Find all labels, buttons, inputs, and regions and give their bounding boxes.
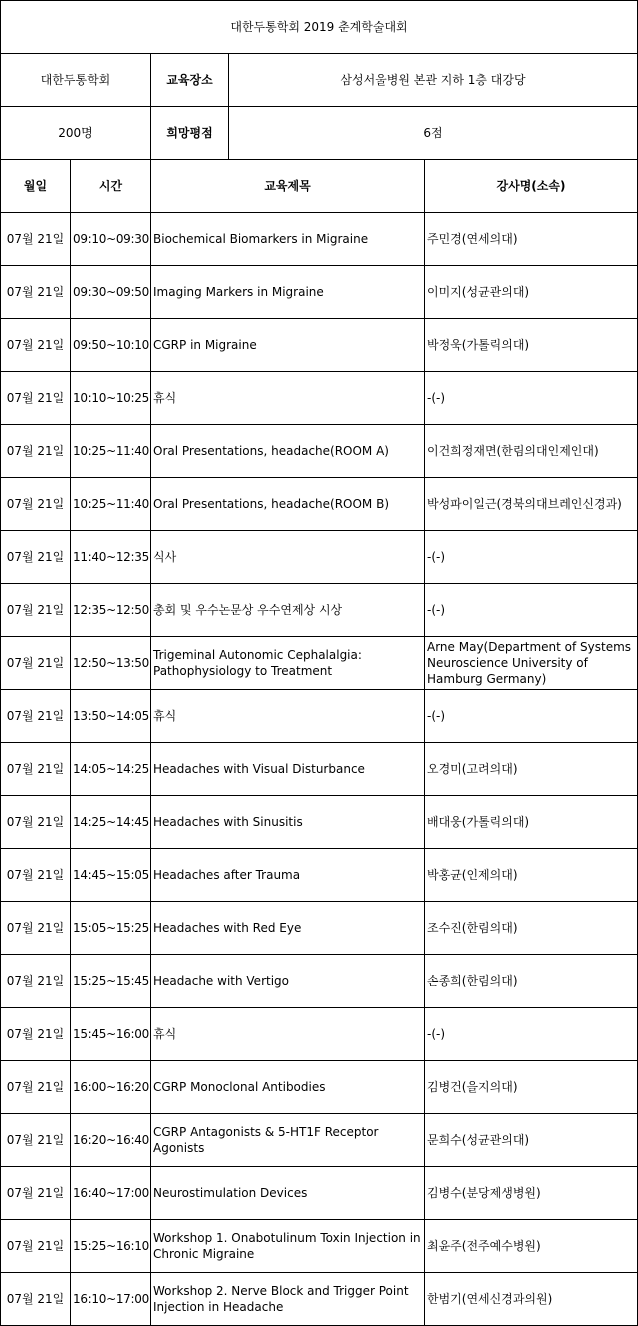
time-cell: 10:25~11:40 bbox=[71, 478, 151, 531]
time-cell: 10:10~10:25 bbox=[71, 372, 151, 425]
capacity-cell: 200명 bbox=[1, 107, 151, 160]
date-cell: 07월 21일 bbox=[1, 266, 71, 319]
lecturer-cell: 한범기(연세신경과의원) bbox=[425, 1273, 638, 1326]
subject-cell: Headache with Vertigo bbox=[151, 955, 425, 1008]
subject-cell: Headaches after Trauma bbox=[151, 849, 425, 902]
column-header-lecturer: 강사명(소속) bbox=[425, 160, 638, 213]
subject-cell: Oral Presentations, headache(ROOM A) bbox=[151, 425, 425, 478]
table-row bbox=[1, 1008, 638, 1061]
lecturer-cell: 오경미(고려의대) bbox=[425, 743, 638, 796]
lecturer-cell: 주민경(연세의대) bbox=[425, 213, 638, 266]
table-row bbox=[1, 319, 638, 372]
time-cell: 16:40~17:00 bbox=[71, 1167, 151, 1220]
subject-cell: CGRP Monoclonal Antibodies bbox=[151, 1061, 425, 1114]
table-row bbox=[1, 425, 638, 478]
time-cell: 12:35~12:50 bbox=[71, 584, 151, 637]
column-header-date: 월일 bbox=[1, 160, 71, 213]
date-cell: 07월 21일 bbox=[1, 1273, 71, 1326]
time-cell: 10:25~11:40 bbox=[71, 425, 151, 478]
subject-cell: 식사 bbox=[151, 531, 425, 584]
table-row bbox=[1, 478, 638, 531]
time-cell: 09:10~09:30 bbox=[71, 213, 151, 266]
subject-cell: Biochemical Biomarkers in Migraine bbox=[151, 213, 425, 266]
lecturer-cell: 조수진(한림의대) bbox=[425, 902, 638, 955]
date-cell: 07월 21일 bbox=[1, 372, 71, 425]
subject-cell: Headaches with Visual Disturbance bbox=[151, 743, 425, 796]
column-header-row bbox=[1, 160, 638, 213]
table-row bbox=[1, 902, 638, 955]
date-cell: 07월 21일 bbox=[1, 584, 71, 637]
subject-cell: 휴식 bbox=[151, 372, 425, 425]
time-cell: 16:10~17:00 bbox=[71, 1273, 151, 1326]
subject-cell: Headaches with Sinusitis bbox=[151, 796, 425, 849]
date-cell: 07월 21일 bbox=[1, 478, 71, 531]
time-cell: 14:25~14:45 bbox=[71, 796, 151, 849]
date-cell: 07월 21일 bbox=[1, 955, 71, 1008]
table-row bbox=[1, 1167, 638, 1220]
table-row bbox=[1, 849, 638, 902]
lecturer-cell: 김병건(을지의대) bbox=[425, 1061, 638, 1114]
date-cell: 07월 21일 bbox=[1, 1167, 71, 1220]
time-cell: 12:50~13:50 bbox=[71, 637, 151, 690]
lecturer-cell: 문희수(성균관의대) bbox=[425, 1114, 638, 1167]
subject-cell: Workshop 1. Onabotulinum Toxin Injection in Chronic Migraine bbox=[151, 1220, 425, 1273]
time-cell: 15:25~15:45 bbox=[71, 955, 151, 1008]
subject-cell: Headaches with Red Eye bbox=[151, 902, 425, 955]
lecturer-cell: 박성파이일근(경북의대브레인신경과) bbox=[425, 478, 638, 531]
date-cell: 07월 21일 bbox=[1, 743, 71, 796]
date-cell: 07월 21일 bbox=[1, 213, 71, 266]
lecturer-cell: 김병수(분당제생병원) bbox=[425, 1167, 638, 1220]
column-header-subject: 교육제목 bbox=[151, 160, 425, 213]
time-cell: 14:45~15:05 bbox=[71, 849, 151, 902]
date-cell: 07월 21일 bbox=[1, 849, 71, 902]
lecturer-cell: 최윤주(전주예수병원) bbox=[425, 1220, 638, 1273]
subject-cell: Imaging Markers in Migraine bbox=[151, 266, 425, 319]
lecturer-cell: -(-) bbox=[425, 372, 638, 425]
table-row bbox=[1, 690, 638, 743]
info-row-credits bbox=[1, 107, 638, 160]
date-cell: 07월 21일 bbox=[1, 1061, 71, 1114]
table-row bbox=[1, 372, 638, 425]
lecturer-cell: 박정욱(가톨릭의대) bbox=[425, 319, 638, 372]
date-cell: 07월 21일 bbox=[1, 1114, 71, 1167]
venue-value: 삼성서울병원 본관 지하 1층 대강당 bbox=[229, 54, 638, 107]
lecturer-cell: -(-) bbox=[425, 690, 638, 743]
date-cell: 07월 21일 bbox=[1, 319, 71, 372]
date-cell: 07월 21일 bbox=[1, 902, 71, 955]
table-row bbox=[1, 1273, 638, 1326]
lecturer-cell: 이미지(성균관의대) bbox=[425, 266, 638, 319]
date-cell: 07월 21일 bbox=[1, 1220, 71, 1273]
column-header-time: 시간 bbox=[71, 160, 151, 213]
table-row bbox=[1, 743, 638, 796]
date-cell: 07월 21일 bbox=[1, 690, 71, 743]
subject-cell: CGRP in Migraine bbox=[151, 319, 425, 372]
subject-cell: 총회 및 우수논문상 우수연제상 시상 bbox=[151, 584, 425, 637]
time-cell: 11:40~12:35 bbox=[71, 531, 151, 584]
time-cell: 15:25~16:10 bbox=[71, 1220, 151, 1273]
table-row bbox=[1, 266, 638, 319]
table-row bbox=[1, 1061, 638, 1114]
table-row bbox=[1, 1114, 638, 1167]
lecturer-cell: -(-) bbox=[425, 584, 638, 637]
time-cell: 09:50~10:10 bbox=[71, 319, 151, 372]
table-row bbox=[1, 1220, 638, 1273]
table-row bbox=[1, 531, 638, 584]
date-cell: 07월 21일 bbox=[1, 425, 71, 478]
lecturer-cell: 손종희(한림의대) bbox=[425, 955, 638, 1008]
time-cell: 15:05~15:25 bbox=[71, 902, 151, 955]
date-cell: 07월 21일 bbox=[1, 796, 71, 849]
subject-cell: 휴식 bbox=[151, 1008, 425, 1061]
table-row bbox=[1, 637, 638, 690]
subject-cell: 휴식 bbox=[151, 690, 425, 743]
subject-cell: Trigeminal Autonomic Cephalalgia: Pathophysiology to Treatment bbox=[151, 637, 425, 690]
credits-label: 희망평점 bbox=[151, 107, 229, 160]
table-row bbox=[1, 584, 638, 637]
date-cell: 07월 21일 bbox=[1, 531, 71, 584]
time-cell: 16:00~16:20 bbox=[71, 1061, 151, 1114]
subject-cell: Oral Presentations, headache(ROOM B) bbox=[151, 478, 425, 531]
time-cell: 13:50~14:05 bbox=[71, 690, 151, 743]
organizer-cell: 대한두통학회 bbox=[1, 54, 151, 107]
subject-cell: CGRP Antagonists & 5-HT1F Receptor Agonists bbox=[151, 1114, 425, 1167]
lecturer-cell: 이건희정재면(한림의대인제인대) bbox=[425, 425, 638, 478]
subject-cell: Neurostimulation Devices bbox=[151, 1167, 425, 1220]
time-cell: 09:30~09:50 bbox=[71, 266, 151, 319]
table-row bbox=[1, 955, 638, 1008]
lecturer-cell: -(-) bbox=[425, 1008, 638, 1061]
date-cell: 07월 21일 bbox=[1, 1008, 71, 1061]
time-cell: 14:05~14:25 bbox=[71, 743, 151, 796]
lecturer-cell: 박홍균(인제의대) bbox=[425, 849, 638, 902]
lecturer-cell: 배대웅(가톨릭의대) bbox=[425, 796, 638, 849]
table-row bbox=[1, 796, 638, 849]
time-cell: 16:20~16:40 bbox=[71, 1114, 151, 1167]
venue-label: 교육장소 bbox=[151, 54, 229, 107]
time-cell: 15:45~16:00 bbox=[71, 1008, 151, 1061]
subject-cell: Workshop 2. Nerve Block and Trigger Point Injection in Headache bbox=[151, 1273, 425, 1326]
page-title: 대한두통학회 2019 춘계학술대회 bbox=[1, 1, 638, 54]
date-cell: 07월 21일 bbox=[1, 637, 71, 690]
table-row bbox=[1, 213, 638, 266]
lecturer-cell: Arne May(Department of Systems Neuroscience University of Hamburg Germany) bbox=[425, 637, 638, 690]
lecturer-cell: -(-) bbox=[425, 531, 638, 584]
title-row bbox=[1, 1, 638, 54]
credits-value: 6점 bbox=[229, 107, 638, 160]
info-row-venue bbox=[1, 54, 638, 107]
